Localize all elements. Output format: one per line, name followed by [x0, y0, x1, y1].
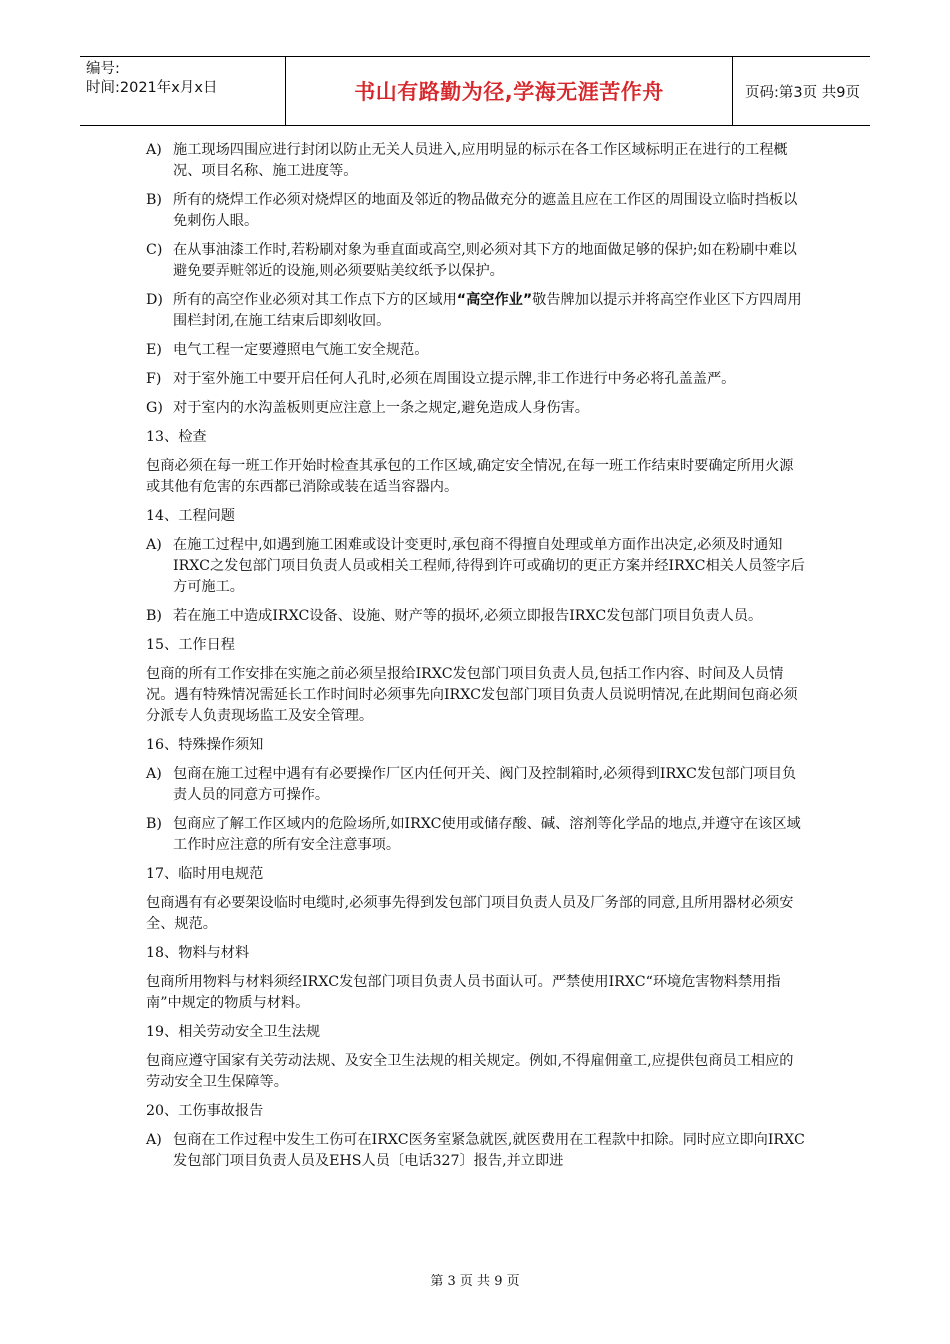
- list-item: B) 所有的烧焊工作必须对烧焊区的地面及邻近的物品做充分的遮盖且应在工作区的周围设立临时挡板以免刺伤人眼。: [146, 192, 798, 229]
- section-title: 14、工程问题: [146, 508, 235, 524]
- list-item: F) 对于室外施工中要开启任何人孔时,必须在周围设立提示牌,非工作进行中务必将孔盖盖严。: [146, 371, 736, 387]
- header-left-cell: [80, 57, 285, 125]
- section-title: 16、特殊操作须知: [146, 737, 264, 753]
- section-title: 19、相关劳动安全卫生法规: [146, 1024, 321, 1040]
- section-title: 17、临时用电规范: [146, 866, 264, 882]
- page-footer: 第 3 页 共 9 页: [430, 1274, 520, 1289]
- document-number-label: 编号:: [86, 61, 120, 77]
- document-time-label: 时间:2021年x月x日: [86, 80, 218, 96]
- paragraph: 包商的所有工作安排在实施之前必须呈报给IRXC发包部门项目负责人员,包括工作内容、时间及人员情况。遇有特殊情况需延长工作时间时必须事先向IRXC发包部门项目负责人员说明情况,在此期间包商必须分派专人负责现场监工及安全管理。: [146, 666, 798, 724]
- list-item: A) 在施工过程中,如遇到施工困难或设计变更时,承包商不得擅自处理或单方面作出决定,必须及时通知IRXC之发包部门项目负责人员或相关工程师,待得到许可或确切的更正方案并经IRXC相关人员签字后方可施工。: [146, 537, 805, 595]
- list-item: A) 施工现场四围应进行封闭以防止无关人员进入,应用明显的标示在各工作区域标明正在进行的工程概况、项目名称、施工进度等。: [146, 142, 788, 179]
- paragraph: 包商应遵守国家有关劳动法规、及安全卫生法规的相关规定。例如,不得雇佣童工,应提供包商员工相应的劳动安全卫生保障等。: [146, 1053, 794, 1090]
- section-title: 18、物料与材料: [146, 945, 250, 961]
- header-page-label: 页码:第3页 共9页: [745, 84, 860, 101]
- paragraph: 包商必须在每一班工作开始时检查其承包的工作区域,确定安全情况,在每一班工作结束时要确定所用火源或其他有危害的东西都已消除或装在适当容器内。: [146, 458, 794, 495]
- list-item: D) 所有的高空作业必须对其工作点下方的区域用“高空作业”敬告牌加以提示并将高空作业区下方四周用围栏封闭,在施工结束后即刻收回。: [146, 292, 802, 329]
- list-item: E) 电气工程一定要遵照电气施工安全规范。: [146, 342, 429, 358]
- paragraph: 包商所用物料与材料须经IRXC发包部门项目负责人员书面认可。严禁使用IRXC“环境危害物料禁用指南”中规定的物质与材料。: [146, 974, 781, 1011]
- list-item: B) 包商应了解工作区域内的危险场所,如IRXC使用或储存酸、碱、溶剂等化学品的地点,并遵守在该区域工作时应注意的所有安全注意事项。: [146, 816, 801, 853]
- list-item: C) 在从事油漆工作时,若粉刷对象为垂直面或高空,则必须对其下方的地面做足够的保护;如在粉刷中难以避免要弄赃邻近的设施,则必须要贴美纹纸予以保护。: [146, 242, 797, 279]
- list-item: G) 对于室内的水沟盖板则更应注意上一条之规定,避免造成人身伤害。: [146, 400, 589, 416]
- header-motto: 书山有路勤为径,学海无涯苦作舟: [285, 57, 733, 125]
- section-title: 20、工伤事故报告: [146, 1103, 264, 1119]
- list-item: A) 包商在施工过程中遇有有必要操作厂区内任何开关、阀门及控制箱时,必须得到IRXC发包部门项目负责人员的同意方可操作。: [146, 766, 797, 803]
- document-body: [146, 140, 806, 1180]
- list-item: B) 若在施工中造成IRXC设备、设施、财产等的损坏,必须立即报告IRXC发包部门项目负责人员。: [146, 608, 763, 624]
- section-title: 15、工作日程: [146, 637, 235, 653]
- section-title: 13、检查: [146, 429, 207, 445]
- bold-term: “高空作业”: [456, 292, 533, 308]
- list-item: A) 包商在工作过程中发生工伤可在IRXC医务室紧急就医,就医费用在工程款中扣除。同时应立即向IRXC发包部门项目负责人员及EHS人员〔电话327〕报告,并立即进: [146, 1132, 805, 1169]
- paragraph: 包商遇有有必要架设临时电缆时,必须事先得到发包部门项目负责人员及厂务部的同意,且所用器材必须安全、规范。: [146, 895, 794, 932]
- page-header: [80, 56, 870, 126]
